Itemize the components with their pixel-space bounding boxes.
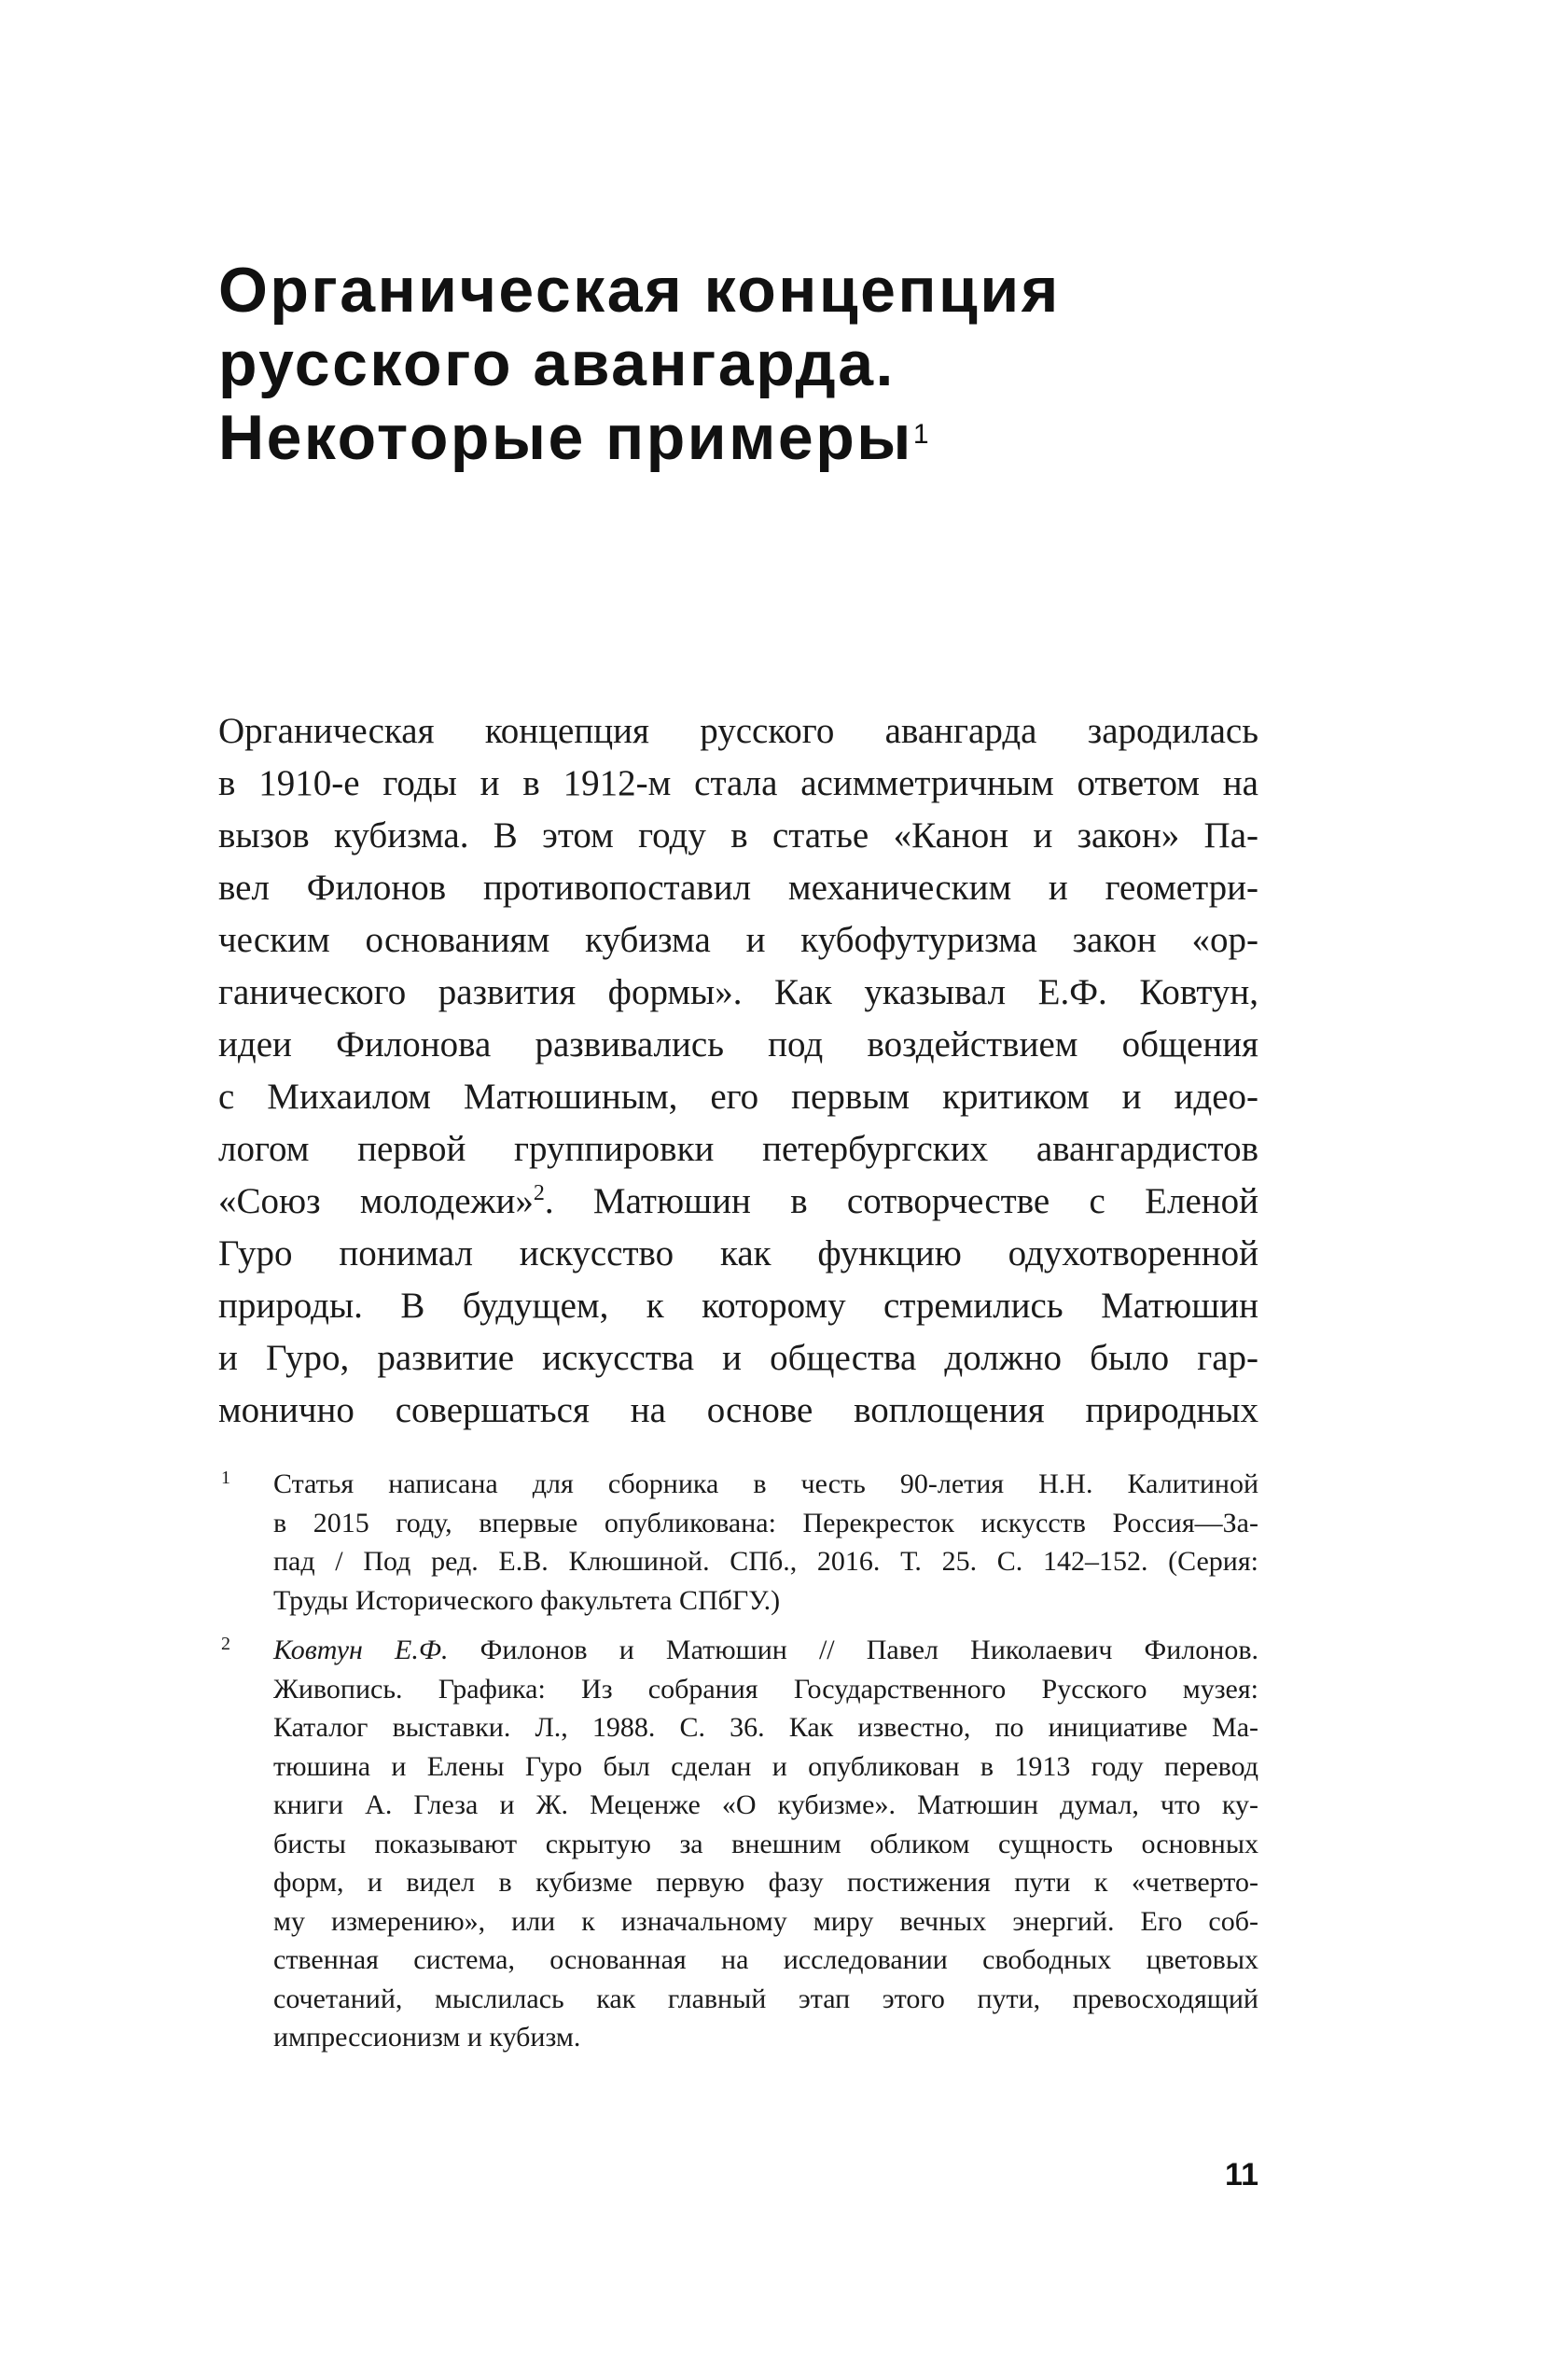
footnote-line: Труды Исторического факультета СПбГУ.): [273, 1584, 781, 1616]
footnote-line: в 2015 году, впервые опубликована: Перекресток искусств Россия—За-: [273, 1507, 1258, 1538]
body-line: монично совершаться на основе воплощения природных: [218, 1390, 1258, 1430]
page-number: 11: [1225, 2157, 1258, 2192]
footnote-text: [273, 1465, 1258, 1620]
footnote-number: 1: [221, 1468, 230, 1488]
footnote-line: Каталог выставки. Л., 1988. С. 36. Как известно, по инициативе Ма-: [273, 1712, 1258, 1743]
footnote-author: Ковтун Е.Ф.: [273, 1635, 449, 1665]
footnote-line: пад / Под ред. Е.В. Клюшиной. СПб., 2016. Т. 25. С. 142–152. (Серия:: [273, 1546, 1258, 1577]
footnote-line: импрессионизм и кубизм.: [273, 2022, 581, 2053]
body-line: [218, 1176, 1258, 1228]
footnote-number: 2: [221, 1634, 230, 1654]
body-line: в 1910-е годы и в 1912-м стала асимметричным ответом на: [218, 763, 1258, 803]
body-line: ганического развития формы». Как указывал Е.Ф. Ковтун,: [218, 972, 1258, 1012]
footnote-line: му измерению», или к изначальному миру вечных энергий. Его соб-: [273, 1905, 1258, 1937]
footnote-text: [273, 1631, 1258, 2057]
title-line: Органическая концепция: [218, 255, 1061, 326]
body-line: ческим основаниям кубизма и кубофутуризма закон «ор-: [218, 920, 1258, 960]
footnote-line-text: Филонов и Матюшин // Павел Николаевич Филонов.: [480, 1635, 1259, 1665]
title-line-text: Некоторые примеры: [218, 402, 913, 473]
chapter-title: [218, 254, 1291, 475]
body-line-text: . Матюшин в сотворчестве с Еленой: [544, 1181, 1258, 1221]
body-line-text: «Союз молодежи»: [218, 1181, 534, 1221]
footnote-line: Статья написана для сборника в честь 90-летия Н.Н. Калитиной: [273, 1468, 1258, 1499]
footnote-line: тюшина и Елены Гуро был сделан и опубликован в 1913 году перевод: [273, 1750, 1258, 1782]
body-line: и Гуро, развитие искусства и общества должно было гар-: [218, 1338, 1258, 1378]
body-line: природы. В будущем, к которому стремились Матюшин: [218, 1286, 1258, 1326]
body-line: вызов кубизма. В этом году в статье «Канон и закон» Па-: [218, 815, 1258, 856]
title-line: русского авангарда.: [218, 328, 896, 399]
body-text: [218, 705, 1258, 1437]
body-line: логом первой группировки петербургских авангардистов: [218, 1129, 1258, 1169]
footnote-line: ственная система, основанная на исследовании свободных цветовых: [273, 1944, 1258, 1975]
footnote-line: [273, 1631, 1258, 1670]
footnote-line: книги А. Глеза и Ж. Меценже «О кубизме». Матюшин думал, что ку-: [273, 1789, 1258, 1820]
body-line: Органическая концепция русского авангарда зародилась: [218, 711, 1258, 751]
body-line: Гуро понимал искусство как функцию одухотворенной: [218, 1233, 1258, 1274]
footnote-ref-1[interactable]: 1: [912, 419, 929, 450]
footnote-line: бисты показывают скрытую за внешним обликом сущность основных: [273, 1828, 1258, 1859]
footnote-ref-2[interactable]: 2: [533, 1181, 545, 1205]
body-line: с Михаилом Матюшиным, его первым критиком и идео-: [218, 1077, 1258, 1117]
body-line: вел Филонов противопоставил механическим и геометри-: [218, 868, 1258, 908]
footnote-line: сочетаний, мыслилась как главный этап этого пути, превосходящий: [273, 1983, 1258, 2014]
footnote-line: Живопись. Графика: Из собрания Государственного Русского музея:: [273, 1673, 1258, 1705]
footnote-line: форм, и видел в кубизме первую фазу постижения пути к «четверто-: [273, 1867, 1258, 1898]
body-line: идеи Филонова развивались под воздействием общения: [218, 1024, 1258, 1065]
title-line: [218, 401, 1291, 475]
